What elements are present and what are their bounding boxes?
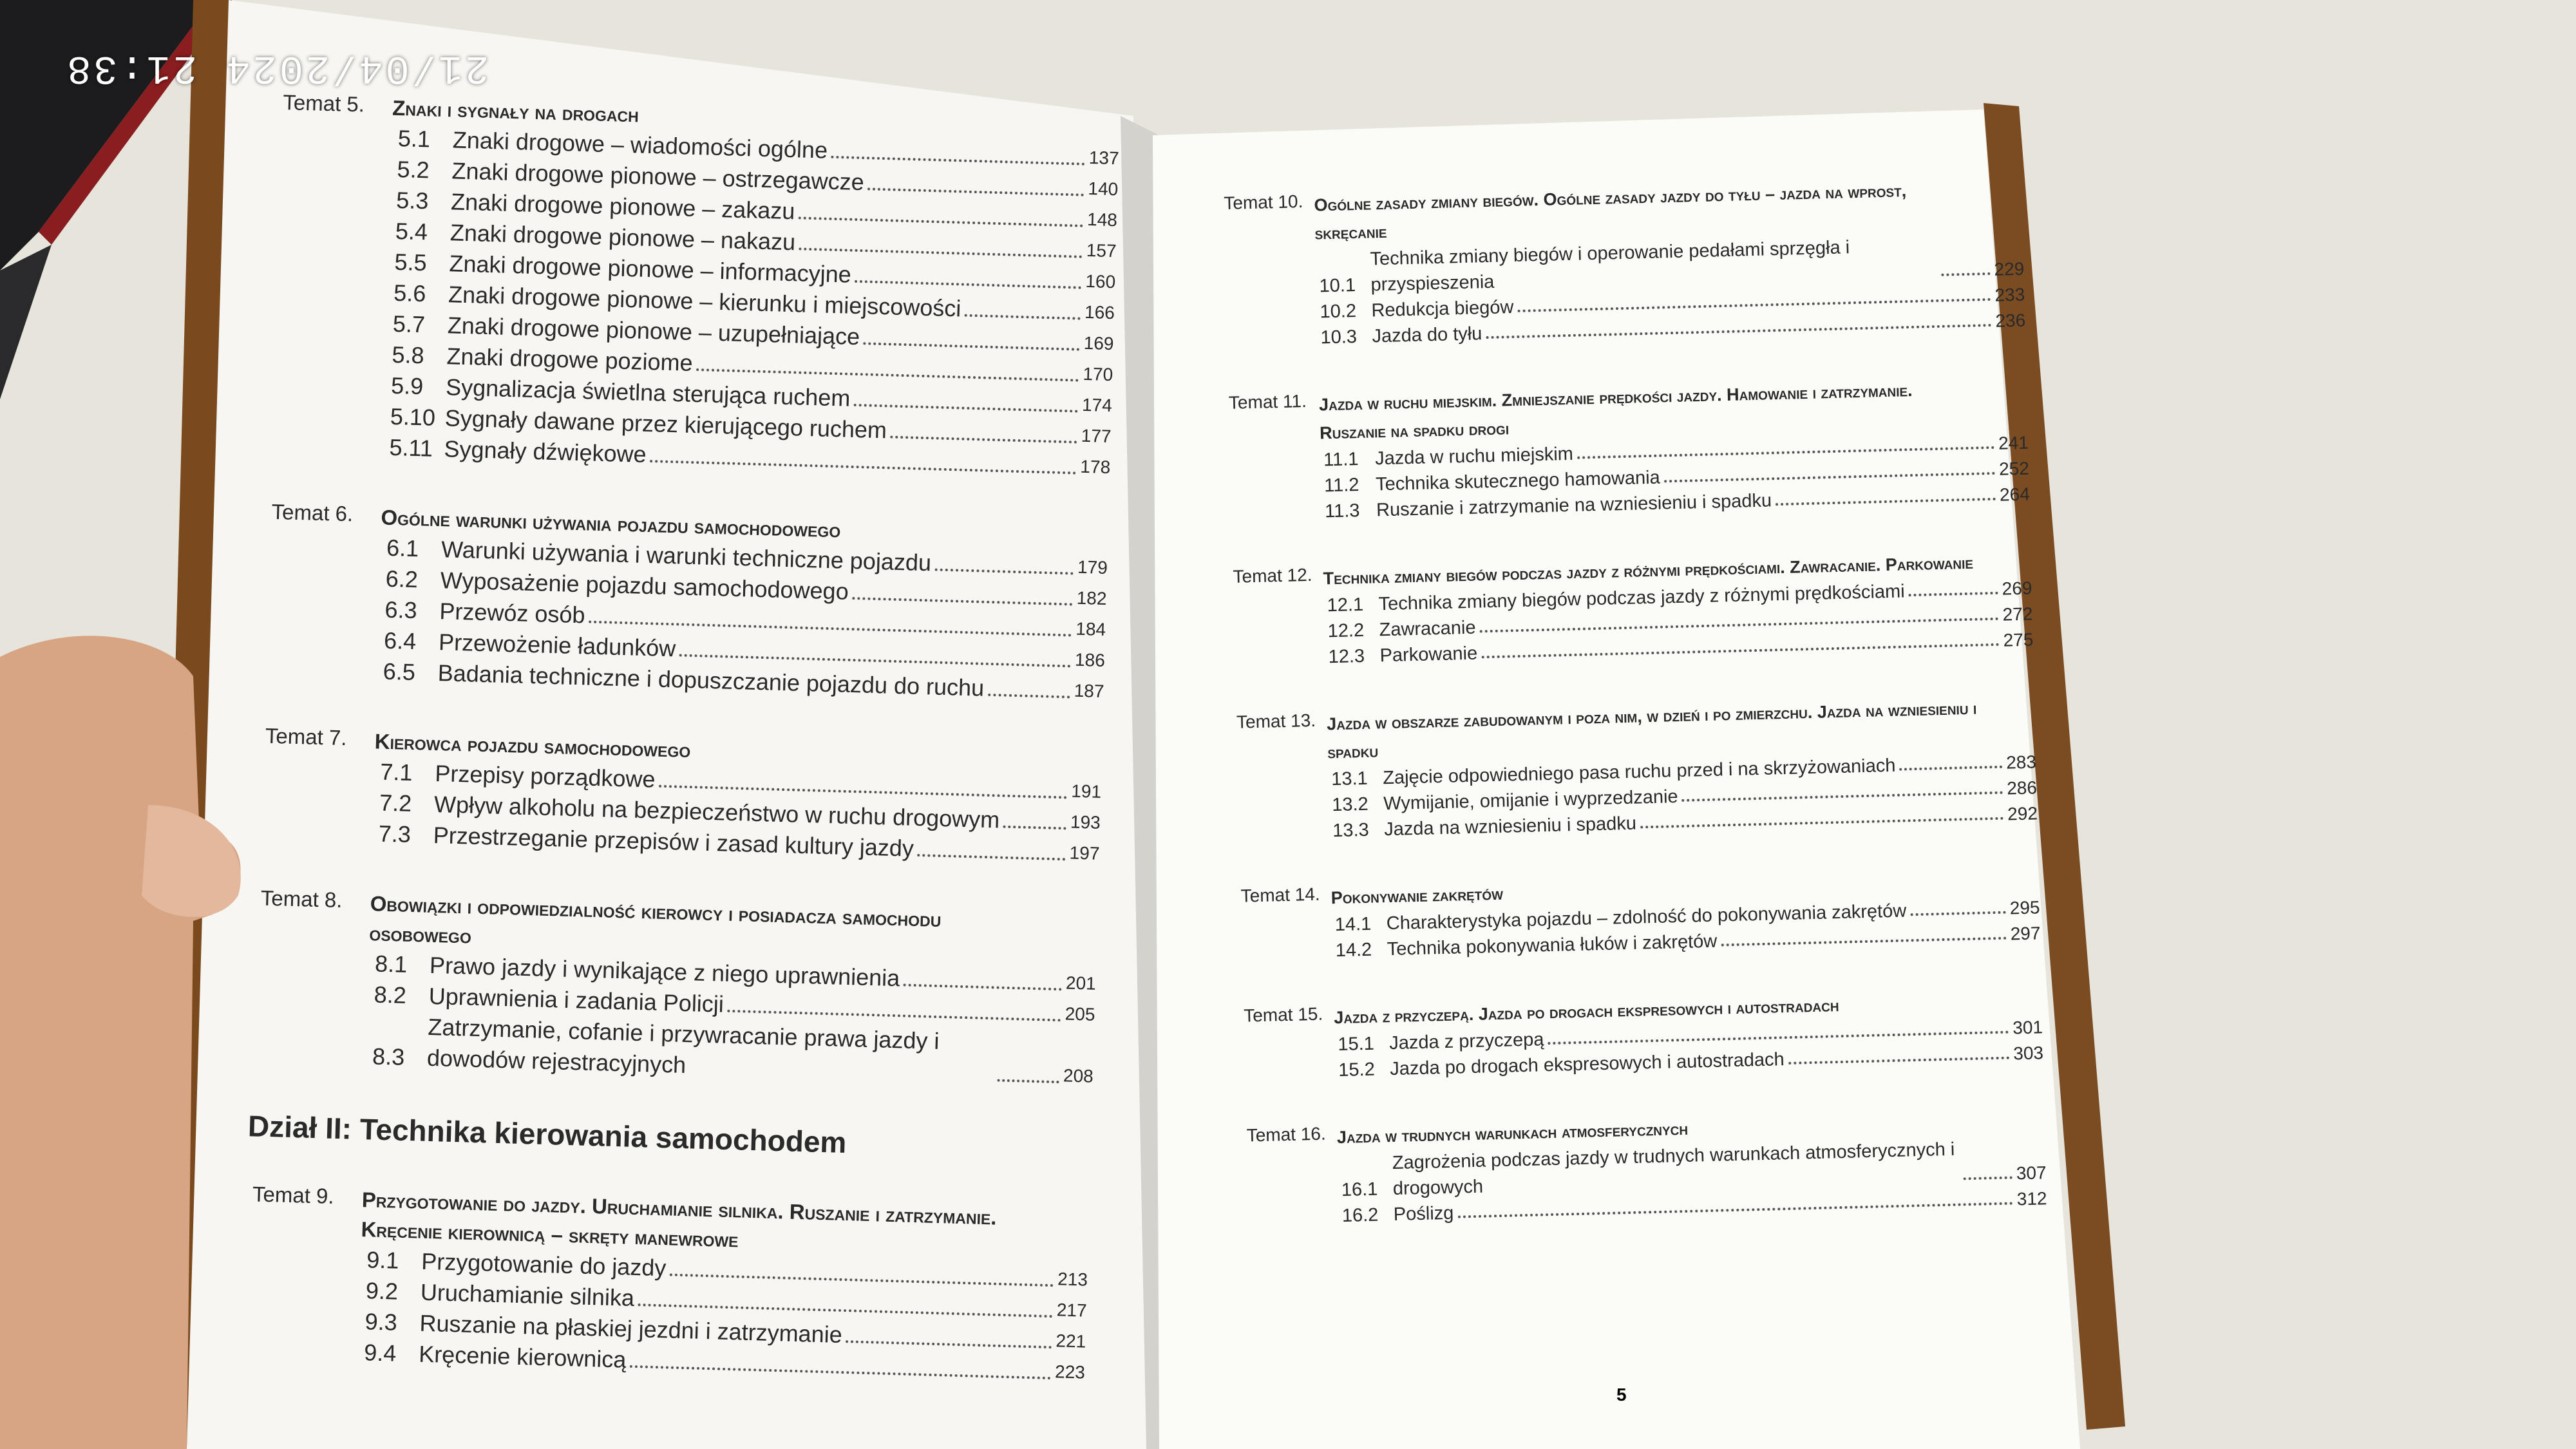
- entry-title: Parkowanie: [1379, 643, 1478, 667]
- entry-number: 16.2: [1341, 1204, 1379, 1226]
- dot-leader: [852, 597, 1072, 606]
- toc-topic: [267, 500, 1108, 707]
- dot-leader: [1899, 766, 2002, 771]
- topic-title: Znaki i sygnały na drogach: [392, 95, 639, 127]
- entry-number: 8.3: [372, 1043, 405, 1070]
- topic-label: Temat 11.: [1228, 390, 1307, 413]
- topic-label: Temat 13.: [1236, 710, 1316, 732]
- dot-leader: [935, 569, 1074, 575]
- dot-leader: [728, 1010, 1061, 1021]
- dot-leader: [1640, 817, 2003, 829]
- dot-leader: [1776, 498, 1996, 506]
- entry-number: 6.1: [386, 534, 419, 562]
- dot-leader: [867, 187, 1084, 196]
- entry-page: 205: [1065, 1003, 1095, 1025]
- entry-number: 8.1: [374, 950, 408, 978]
- topic-title: Technika zmiany biegów podczas jazdy z różnymi prędkościami. Zawracanie. Parkowanie: [1323, 553, 1974, 589]
- entry-page: 184: [1075, 618, 1106, 639]
- dot-leader: [1910, 911, 2006, 916]
- entry-title: Przepisy porządkowe: [434, 759, 656, 793]
- entry-number: 5.4: [395, 217, 428, 245]
- entry-number: 6.3: [384, 596, 418, 624]
- entry-page: 170: [1083, 363, 1113, 385]
- entry-title: Sygnały dawane przez kierującego ruchem: [444, 404, 887, 444]
- dot-leader: [1788, 1057, 2010, 1065]
- dot-leader: [1964, 1177, 2012, 1180]
- entry-title: Znaki drogowe pionowe – uzupełniające: [447, 312, 860, 350]
- section-heading: Dział II: Technika kierowania samochodem: [247, 1109, 848, 1160]
- dot-leader: [1721, 937, 2007, 947]
- entry-page: 169: [1083, 332, 1114, 354]
- entry-page: 223: [1054, 1361, 1086, 1383]
- entry-title: Znaki drogowe pionowe – nakazu: [450, 219, 796, 256]
- dot-leader: [630, 1365, 1051, 1379]
- dot-leader: [1682, 791, 2003, 802]
- entry-page: 160: [1085, 270, 1116, 292]
- dot-leader: [650, 460, 1076, 474]
- entry-page: 269: [2002, 578, 2032, 599]
- entry-number: 15.2: [1338, 1059, 1376, 1081]
- entry-page: 213: [1057, 1269, 1088, 1290]
- topic-title: Kierowca pojazdu samochodowego: [374, 729, 691, 762]
- entry-page: 193: [1070, 811, 1101, 833]
- entry-number: 12.3: [1328, 645, 1365, 668]
- dot-leader: [831, 156, 1085, 166]
- entry-page: 233: [1994, 284, 2025, 305]
- entry-page: 312: [2016, 1188, 2047, 1209]
- entry-title: Uruchamianie silnika: [420, 1278, 635, 1311]
- entry-title: Uprawnienia i zadania Policji: [428, 982, 724, 1018]
- entry-title: Przewóz osób: [439, 598, 586, 629]
- entry-number: 11.3: [1324, 500, 1360, 522]
- entry-number: 5.8: [392, 341, 425, 369]
- dot-leader: [1909, 592, 1998, 596]
- right-page-toc: [1224, 174, 2049, 1271]
- entry-title: Warunki używania i warunki techniczne pojazdu: [440, 536, 932, 576]
- dot-leader: [1664, 472, 1996, 483]
- entry-page: 292: [2007, 803, 2038, 824]
- dot-leader: [1481, 643, 2000, 659]
- entry-title: Przestrzeganie przepisów i zasad kultury jazdy: [433, 821, 914, 862]
- entry-number: 13.3: [1332, 819, 1370, 842]
- topic-label: Temat 5.: [282, 90, 365, 117]
- entry-title: Badania techniczne i dopuszczanie pojazdu do ruchu: [437, 659, 985, 701]
- entry-title: Znaki drogowe – wiadomości ogólne: [452, 126, 828, 164]
- entry-page: 303: [2012, 1043, 2044, 1064]
- entry-title: Znaki drogowe pionowe – informacyjne: [449, 250, 852, 288]
- entry-number: 12.1: [1327, 594, 1364, 616]
- entry-title: Znaki drogowe pionowe – ostrzegawcze: [451, 157, 865, 196]
- entry-title: Wyposażenie pojazdu samochodowego: [440, 567, 849, 605]
- topic-label: Temat 8.: [260, 886, 343, 913]
- topic-title: Obowiązki i odpowiedzialność kierowcy i posiadacza samochodu osobowego: [368, 891, 942, 948]
- dot-leader: [854, 404, 1078, 413]
- entry-title: Ruszanie i zatrzymanie na wzniesieniu i spadku: [1376, 490, 1772, 521]
- toc-topic: [1246, 1106, 2047, 1231]
- entry-number: 5.7: [392, 310, 426, 338]
- entry-title: Ruszanie na płaskiej jezdni i zatrzymanie: [419, 1309, 843, 1348]
- entry-title: Znaki drogowe poziome: [446, 343, 694, 376]
- toc-topic: [262, 724, 1103, 869]
- entry-number: 14.2: [1335, 939, 1372, 961]
- entry-title: Sygnalizacja świetlna sterująca ruchem: [445, 374, 851, 412]
- topic-title: Ogólne zasady zmiany biegów. Ogólne zasady jazdy do tyłu – jazda na wprost, skręcanie: [1314, 181, 1907, 243]
- entry-number: 13.1: [1331, 768, 1368, 790]
- entry-title: Jazda po drogach ekspresowych i autostradach: [1389, 1049, 1785, 1080]
- entry-title: Charakterystyka pojazdu – zdolność do pokonywania zakrętów: [1386, 900, 1907, 934]
- dot-leader: [997, 1079, 1059, 1084]
- entry-page: 283: [2005, 752, 2037, 773]
- dot-leader: [799, 216, 1083, 227]
- entry-number: 11.1: [1323, 449, 1359, 471]
- entry-title: Sygnały dźwiękowe: [443, 435, 647, 468]
- dot-leader: [891, 436, 1077, 444]
- entry-page: 174: [1081, 394, 1113, 416]
- entry-page: 137: [1088, 147, 1119, 169]
- entry-title: Jazda w ruchu miejskim: [1374, 443, 1574, 469]
- entry-title: Kręcenie kierownicą: [418, 1340, 627, 1373]
- entry-number: 8.2: [374, 981, 407, 1009]
- entry-title: Technika zmiany biegów podczas jazdy z różnymi prędkościami: [1378, 581, 1906, 615]
- entry-title: Jazda z przyczepą: [1388, 1029, 1544, 1054]
- toc-topic: [1233, 547, 2034, 672]
- entry-title: Wpływ alkoholu na bezpieczeństwo w ruchu drogowym: [433, 790, 1000, 833]
- entry-number: 10.2: [1320, 301, 1357, 323]
- toc-topic: [256, 886, 1098, 1092]
- entry-number: 15.1: [1337, 1033, 1375, 1056]
- page-number: 5: [1616, 1385, 1627, 1405]
- entry-page: 286: [2006, 777, 2038, 799]
- entry-page: 272: [2002, 603, 2033, 625]
- entry-page: 264: [1999, 484, 2031, 505]
- entry-page: 140: [1088, 178, 1119, 200]
- dot-leader: [918, 854, 1066, 860]
- entry-page: 187: [1074, 680, 1104, 701]
- entry-page: 275: [2003, 629, 2034, 650]
- topic-title: Ogólne warunki używania pojazdu samochodowego: [381, 505, 841, 542]
- entry-number: 10.1: [1319, 275, 1356, 297]
- topic-label: Temat 15.: [1243, 1003, 1323, 1026]
- toc-topic: [1240, 866, 2041, 965]
- toc-topic: [273, 90, 1121, 483]
- topic-label: Temat 14.: [1240, 884, 1320, 906]
- entry-number: 7.2: [379, 789, 412, 817]
- topic-title: Przygotowanie do jazdy. Uruchamianie silnika. Ruszanie i zatrzymanie. Kręcenie kierownicą – skręty manewrowe: [361, 1188, 998, 1252]
- entry-page: 221: [1056, 1331, 1086, 1352]
- entry-page: 201: [1065, 972, 1097, 994]
- entry-page: 178: [1080, 456, 1111, 478]
- entry-page: 166: [1084, 301, 1115, 323]
- entry-title: Przygotowanie do jazdy: [421, 1247, 667, 1282]
- entry-page: 236: [1995, 310, 2026, 331]
- entry-number: 5.11: [389, 433, 433, 462]
- toc-topic: [1224, 174, 2026, 353]
- entry-page: 186: [1074, 649, 1106, 670]
- entry-page: 177: [1081, 425, 1112, 447]
- entry-page: 191: [1070, 781, 1102, 802]
- entry-number: 7.3: [378, 820, 412, 848]
- entry-number: 6.4: [383, 627, 417, 655]
- entry-title: Zagrożenia podczas jazdy w trudnych warunkach atmosferycznych i drogowych: [1392, 1139, 1955, 1200]
- entry-title: Znaki drogowe pionowe – kierunku i miejscowości: [448, 281, 961, 322]
- entry-number: 11.2: [1323, 474, 1359, 497]
- entry-number: 16.1: [1341, 1179, 1378, 1200]
- entry-number: 12.2: [1327, 620, 1365, 642]
- entry-title: Wymijanie, omijanie i wyprzedzanie: [1383, 786, 1678, 815]
- entry-page: 148: [1086, 209, 1118, 231]
- toc-topic: [248, 1182, 1090, 1388]
- dot-leader: [855, 280, 1081, 289]
- entry-page: 297: [2010, 923, 2041, 944]
- entry-page: 295: [2009, 897, 2040, 918]
- entry-number: 5.6: [393, 279, 426, 307]
- dot-leader: [846, 1340, 1052, 1349]
- dot-leader: [1577, 446, 1994, 459]
- dot-leader: [904, 983, 1062, 990]
- dot-leader: [799, 247, 1083, 258]
- entry-title: Jazda do tyłu: [1372, 323, 1482, 347]
- topic-label: Temat 9.: [252, 1182, 335, 1208]
- dot-leader: [1941, 272, 1990, 276]
- dot-leader: [696, 368, 1079, 382]
- entry-page: 182: [1076, 587, 1107, 609]
- topic-label: Temat 10.: [1224, 191, 1303, 213]
- entry-title: Technika zmiany biegów i operowanie pedałami sprzęgła i przyspieszenia: [1370, 237, 1850, 296]
- entry-number: 5.10: [390, 402, 436, 431]
- topic-title: Jazda w obszarze zabudowanym i poza nim, w dzień i po zmierzchu. Jazda na wzniesieniu i spadku: [1326, 698, 1977, 762]
- entry-page: 217: [1056, 1300, 1088, 1321]
- dot-leader: [1486, 324, 1991, 339]
- entry-number: 6.5: [383, 658, 416, 686]
- entry-title: Jazda na wzniesieniu i spadku: [1383, 813, 1637, 840]
- entry-page: 252: [1998, 458, 2030, 479]
- topic-label: Temat 7.: [265, 723, 348, 750]
- entry-page: 241: [1998, 432, 2029, 453]
- entry-title: Technika pokonywania łuków i zakrętów: [1387, 931, 1718, 960]
- topic-title: Jazda w ruchu miejskim. Zmniejszanie prędkości jazdy. Hamowanie i zatrzymanie. Ruszanie na spadku drogi: [1318, 380, 1913, 443]
- dot-leader: [965, 314, 1081, 320]
- dot-leader: [1003, 826, 1066, 830]
- entry-title: Technika skutecznego hamowania: [1375, 467, 1661, 495]
- entry-number: 7.1: [379, 758, 413, 786]
- entry-page: 157: [1086, 240, 1117, 261]
- entry-page: 208: [1063, 1065, 1094, 1086]
- entry-page: 301: [2012, 1017, 2043, 1038]
- entry-page: 197: [1069, 842, 1100, 864]
- entry-number: 5.9: [390, 372, 424, 400]
- entry-number: 5.3: [395, 186, 429, 214]
- toc-topic: [1236, 692, 2038, 846]
- entry-number: 9.3: [365, 1308, 398, 1336]
- entry-number: 9.4: [363, 1339, 397, 1367]
- entry-page: 307: [2016, 1162, 2047, 1184]
- dot-leader: [1457, 1202, 2013, 1218]
- entry-number: 5.1: [397, 125, 431, 153]
- entry-number: 6.2: [385, 565, 419, 593]
- dot-leader: [864, 342, 1080, 350]
- entry-title: Zatrzymanie, cofanie i przywracanie prawa jazdy i dowodów rejestracyjnych: [426, 1013, 940, 1079]
- entry-title: Poślizg: [1393, 1202, 1454, 1226]
- toc-topic: [1244, 986, 2044, 1085]
- entry-title: Redukcja biegów: [1371, 297, 1514, 321]
- entry-number: 9.1: [366, 1246, 399, 1274]
- topic-title: Pokonywanie zakrętów: [1331, 884, 1504, 908]
- entry-title: Przewożenie ładunków: [438, 629, 676, 662]
- topic-label: Temat 6.: [271, 499, 354, 526]
- left-page-toc: [247, 90, 1121, 1428]
- dot-leader: [988, 694, 1070, 699]
- topic-title: Jazda w trudnych warunkach atmosferycznych: [1336, 1119, 1689, 1148]
- entry-page: 179: [1077, 556, 1108, 578]
- timestamp-overlay: 21/04/2024 21:38: [64, 45, 489, 91]
- entry-number: 10.3: [1320, 327, 1358, 348]
- entry-number: 14.1: [1334, 913, 1372, 936]
- entry-title: Zajęcie odpowiedniego pasa ruchu przed i na skrzyżowaniach: [1382, 755, 1896, 789]
- entry-number: 9.2: [365, 1277, 399, 1305]
- topic-label: Temat 16.: [1246, 1123, 1327, 1146]
- entry-number: 5.5: [394, 248, 428, 276]
- entry-number: 5.2: [397, 155, 430, 184]
- entry-title: Znaki drogowe pionowe – zakazu: [450, 188, 795, 225]
- entry-number: 13.2: [1331, 793, 1369, 816]
- entry-title: Prawo jazdy i wynikające z niego uprawnienia: [429, 951, 900, 992]
- toc-topic: [1229, 374, 2031, 527]
- entry-title: Zawracanie: [1379, 617, 1476, 641]
- entry-page: 229: [1994, 258, 2025, 279]
- topic-title: Jazda z przyczepą. Jazda po drogach ekspresowych i autostradach: [1333, 996, 1839, 1028]
- topic-label: Temat 12.: [1233, 564, 1312, 587]
